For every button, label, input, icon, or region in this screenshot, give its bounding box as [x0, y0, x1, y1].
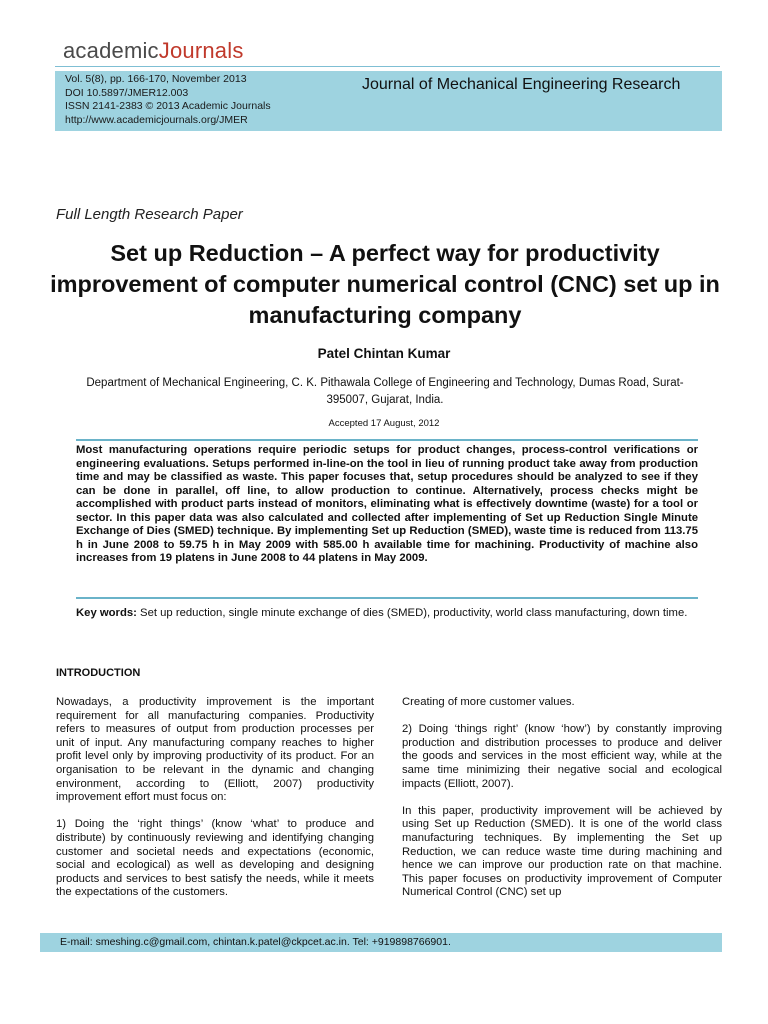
publisher-logo [63, 38, 244, 64]
contact-info: E-mail: smeshing.c@gmail.com, chintan.k.patel@ckpcet.ac.in. Tel: +919898766901. [60, 936, 451, 948]
logo-text-academic: academic [63, 38, 159, 63]
keywords-label: Key words: [76, 607, 137, 619]
footer-contact-bar [40, 933, 722, 952]
publication-meta [65, 73, 271, 127]
body-paragraph: Nowadays, a productivity improvement is the important requirement for all manufacturing companies. Productivity refers to measures of output from production processes per unit of input. Any manufacturing company reaches to higher profit level only by improving productivity of its product. For an organisation to be relevant in the dynamic and changing environment, according to (Elliott, 2007) productivity improvement effort must focus on: [56, 696, 374, 804]
keywords [76, 606, 698, 620]
body-paragraph: 2) Doing ‘things right’ (know ‘how’) by constantly improving production and distribution processes to produce and deliver the goods and services in the most efficient way, while at the same time minimizing their negative social and ecological impacts (Elliott, 2007). [402, 723, 722, 790]
abstract-bottom-rule [76, 597, 698, 599]
paper-type: Full Length Research Paper [56, 206, 243, 223]
accepted-date: Accepted 17 August, 2012 [328, 418, 440, 429]
author-name: Patel Chintan Kumar [317, 346, 451, 361]
right-column [402, 696, 722, 914]
doi-line: DOI 10.5897/JMER12.003 [65, 86, 189, 99]
header-rule [55, 66, 720, 67]
introduction-heading: INTRODUCTION [56, 667, 141, 679]
journal-name: Journal of Mechanical Engineering Research [362, 76, 681, 93]
body-paragraph: In this paper, productivity improvement will be achieved by using Set up Reduction (SMED). It is one of the world class manufacturing techniques. By implementing the Set up Reduction, we can reduce waste time during machining and hence we can improve our production rate on that machine. This paper focuses on productivity improvement of Computer Numerical Control (CNC) set up [402, 804, 722, 899]
keywords-text: Set up reduction, single minute exchange of dies (SMED), productivity, world class manufacturing, down time. [140, 607, 688, 619]
author-affiliation: Department of Mechanical Engineering, C. K. Pithawala College of Engineering and Technology, Dumas Road, Surat-395007, Gujarat, India. [86, 377, 684, 406]
journal-info-box [55, 71, 722, 131]
volume-line: Vol. 5(8), pp. 166-170, November 2013 [65, 73, 247, 85]
body-paragraph: Creating of more customer values. [402, 696, 575, 708]
issn-line: ISSN 2141-2383 © 2013 Academic Journals [65, 100, 271, 113]
left-column [56, 696, 374, 914]
abstract: Most manufacturing operations require periodic setups for product changes, process-control verifications or engineering evaluations. Setups performed in-line-on the tool in lieu of running product take away from production time and may be classified as waste. This paper focuses that, setup procedures should be analyzed to see if they can be done in parallel, off line, to allow production to continue. Alternatively, process checks might be accomplished with product parts instead of monitors, eliminating what is effectively downtime (waste) for a tool or sector. In this paper data was also calculated and collected after implementing of Set up Reduction Single Minute Exchange of Dies (SMED) technique. By implementing Set up Reduction (SMED), waste time is reduced from 113.75 h in June 2008 to 59.75 h in May 2009 with 585.00 h available time for machining. Productivity of machine also increases from 19 platens in June 2008 to 44 platens in May 2009. [76, 444, 698, 564]
paper-title: Set up Reduction – A perfect way for productivity improvement of computer numerical control (CNC) set up in manufacturing company [50, 240, 720, 328]
journal-url[interactable]: http://www.academicjournals.org/JMER [65, 113, 248, 126]
logo-text-journals: Journals [158, 38, 244, 63]
abstract-top-rule [76, 439, 698, 441]
body-paragraph: 1) Doing the ‘right things’ (know ‘what’ to produce and distribute) by continuously reviewing and identifying changing customer and societal needs and expectations (economic, social and ecological) as well as developing and designing products and services to best satisfy the needs, while it meets the expectations of the customers. [56, 818, 374, 899]
